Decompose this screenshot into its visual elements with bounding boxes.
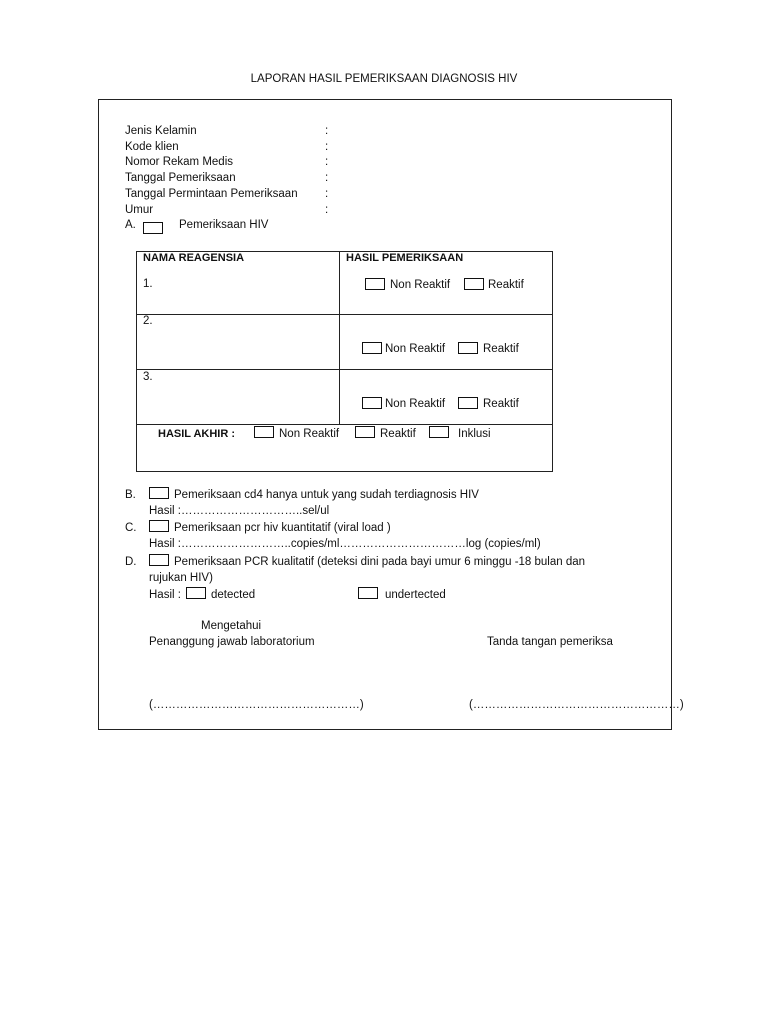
table-row-divider bbox=[136, 424, 553, 425]
field-tanggal-permintaan-label: Tanggal Permintaan Pemeriksaan bbox=[125, 188, 298, 200]
mengetahui-text: Mengetahui bbox=[201, 620, 262, 632]
table-row-divider bbox=[136, 369, 553, 370]
right-signature-title: Tanda tangan pemeriksa bbox=[487, 636, 613, 648]
final-reaktif-label: Reaktif bbox=[380, 428, 416, 440]
field-nomor-rekam-medis-label: Nomor Rekam Medis bbox=[125, 156, 233, 168]
section-b-label: Pemeriksaan cd4 hanya untuk yang sudah terdiagnosis HIV bbox=[174, 489, 479, 501]
section-d-label-line2: rujukan HIV) bbox=[149, 572, 213, 584]
undetected-label: undertected bbox=[385, 589, 446, 601]
row3-non-reaktif-label: Non Reaktif bbox=[385, 398, 446, 410]
section-a-letter: A. bbox=[125, 219, 136, 231]
right-signature-line: (………………………………………………) bbox=[469, 699, 684, 711]
detected-checkbox[interactable] bbox=[186, 587, 206, 599]
row3-reaktif-label: Reaktif bbox=[483, 398, 519, 410]
field-separator: : bbox=[325, 172, 329, 184]
section-d-result-label: Hasil : bbox=[149, 589, 181, 601]
final-inklusi-label: Inklusi bbox=[458, 428, 491, 440]
undetected-checkbox[interactable] bbox=[358, 587, 378, 599]
final-non-reaktif-checkbox[interactable] bbox=[254, 426, 274, 438]
table-row-number: 1. bbox=[143, 278, 153, 290]
table-divider bbox=[339, 251, 340, 425]
row2-non-reaktif-label: Non Reaktif bbox=[385, 343, 446, 355]
section-d-label-line1: Pemeriksaan PCR kualitatif (deteksi dini pada bayi umur 6 minggu -18 bulan dan bbox=[174, 556, 586, 568]
field-jenis-kelamin-label: Jenis Kelamin bbox=[125, 125, 197, 137]
section-b-checkbox[interactable] bbox=[149, 487, 169, 499]
field-kode-klien-label: Kode klien bbox=[125, 141, 179, 153]
row3-reaktif-checkbox[interactable] bbox=[458, 397, 478, 409]
field-separator: : bbox=[325, 141, 329, 153]
detected-label: detected bbox=[211, 589, 256, 601]
left-signature-line: (………………………………………………) bbox=[149, 699, 364, 711]
row1-non-reaktif-checkbox[interactable] bbox=[365, 278, 385, 290]
section-b-letter: B. bbox=[125, 489, 136, 501]
final-result-label: HASIL AKHIR : bbox=[158, 428, 235, 440]
row3-non-reaktif-checkbox[interactable] bbox=[362, 397, 382, 409]
row1-reaktif-label: Reaktif bbox=[488, 279, 524, 291]
table-header-hasil: HASIL PEMERIKSAAN bbox=[346, 252, 464, 264]
table-row-number: 2. bbox=[143, 315, 153, 327]
table-row-divider bbox=[136, 314, 553, 315]
field-separator: : bbox=[325, 188, 329, 200]
field-umur-label: Umur bbox=[125, 204, 154, 216]
page-title: LAPORAN HASIL PEMERIKSAAN DIAGNOSIS HIV bbox=[250, 73, 518, 85]
table-header-reagensia: NAMA REAGENSIA bbox=[143, 252, 245, 264]
field-separator: : bbox=[325, 204, 329, 216]
row2-reaktif-checkbox[interactable] bbox=[458, 342, 478, 354]
left-signature-title: Penanggung jawab laboratorium bbox=[149, 636, 315, 648]
section-c-checkbox[interactable] bbox=[149, 520, 169, 532]
row1-non-reaktif-label: Non Reaktif bbox=[390, 279, 451, 291]
field-separator: : bbox=[325, 125, 329, 137]
final-inklusi-checkbox[interactable] bbox=[429, 426, 449, 438]
field-tanggal-pemeriksaan-label: Tanggal Pemeriksaan bbox=[125, 172, 236, 184]
section-a-checkbox[interactable] bbox=[143, 222, 163, 234]
section-c-letter: C. bbox=[125, 522, 137, 534]
section-c-label: Pemeriksaan pcr hiv kuantitatif (viral load ) bbox=[174, 522, 391, 534]
section-d-letter: D. bbox=[125, 556, 137, 568]
final-non-reaktif-label: Non Reaktif bbox=[279, 428, 340, 440]
row1-reaktif-checkbox[interactable] bbox=[464, 278, 484, 290]
section-c-result: Hasil :………………………..copies/ml……………………………log (copies/ml) bbox=[149, 538, 541, 550]
section-a-label: Pemeriksaan HIV bbox=[179, 219, 269, 231]
section-b-result: Hasil :…………………………..sel/ul bbox=[149, 505, 330, 517]
final-reaktif-checkbox[interactable] bbox=[355, 426, 375, 438]
row2-non-reaktif-checkbox[interactable] bbox=[362, 342, 382, 354]
section-d-checkbox[interactable] bbox=[149, 554, 169, 566]
row2-reaktif-label: Reaktif bbox=[483, 343, 519, 355]
table-row-number: 3. bbox=[143, 371, 153, 383]
field-separator: : bbox=[325, 156, 329, 168]
